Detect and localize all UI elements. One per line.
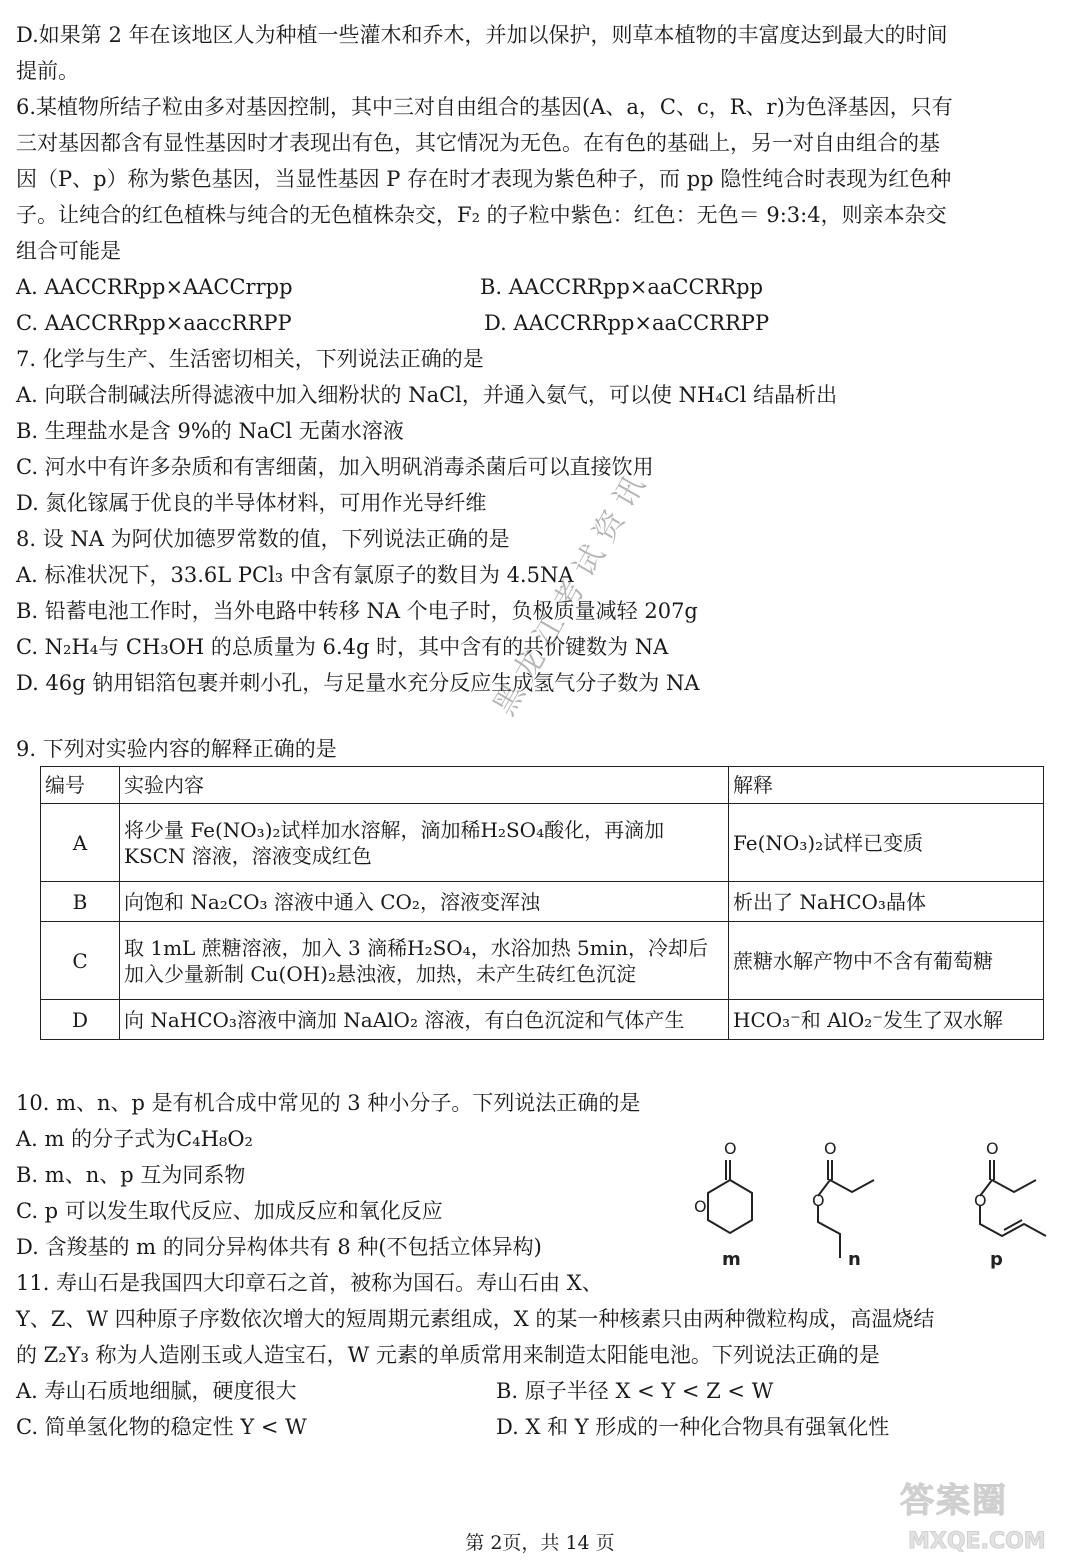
q7-stem: 7. 化学与生产、生活密切相关，下列说法正确的是 (16, 347, 484, 371)
q9-stem: 9. 下列对实验内容的解释正确的是 (16, 737, 337, 761)
q8-option-b: B. 铅蓄电池工作时，当外电路中转移 NA 个电子时，负极质量减轻 207g (16, 599, 698, 623)
header-explain: 解释 (729, 767, 1044, 804)
q8-option-a: A. 标准状况下，33.6L PCl₃ 中含有氯原子的数目为 4.5NA (16, 563, 574, 587)
q6-stem-line2: 三对基因都含有显性基因时才表现出有色，其它情况为无色。在有色的基础上，另一对自由组合的基 (16, 131, 940, 155)
svg-text:答案圈: 答案圈 (900, 1481, 1008, 1521)
atom-o-p-carbonyl: O (986, 1140, 999, 1158)
q11-option-d: D. X 和 Y 形成的一种化合物具有强氧化性 (496, 1415, 890, 1439)
q6-option-b: B. AACCRRpp×aaCCRRpp (480, 275, 764, 299)
molecule-structures (680, 1140, 1060, 1280)
header-id: 编号 (41, 767, 120, 804)
q7-option-b: B. 生理盐水是含 9%的 NaCl 无菌水溶液 (16, 419, 404, 443)
q8-stem: 8. 设 NA 为阿伏加德罗常数的值，下列说法正确的是 (16, 527, 510, 551)
atom-o-p-ester: O (974, 1191, 987, 1210)
row-id: D (41, 1000, 120, 1040)
atom-o-m-ring: O (694, 1197, 707, 1216)
row-id: B (41, 882, 120, 922)
q10-option-d: D. 含羧基的 m 的同分异构体共有 8 种(不包括立体异构) (16, 1235, 542, 1259)
q11-stem-line2: Y、Z、W 四种原子序数依次增大的短周期元素组成，X 的某一种核素只由两种微粒构成，高温烧结 (16, 1307, 935, 1331)
q6-stem-line4: 子。让纯合的红色植株与纯合的无色植株杂交，F₂ 的子粒中紫色：红色：无色＝ 9:3:4，则亲本杂交 (16, 203, 947, 227)
watermark-logo (890, 1470, 1070, 1560)
q10-option-a: A. m 的分子式为C₄H₈O₂ (16, 1127, 253, 1151)
atom-o-m-carbonyl: O (724, 1140, 737, 1158)
table-row (41, 804, 1044, 882)
q10-option-b: B. m、n、p 互为同系物 (16, 1163, 246, 1187)
row-content: 向 NaHCO₃溶液中滴加 NaAlO₂ 溶液，有白色沉淀和气体产生 (120, 1000, 729, 1040)
q11-option-b: B. 原子半径 X < Y < Z < W (496, 1379, 774, 1403)
watermark: 黑龙江考试资讯 (486, 461, 658, 722)
q9-table (40, 766, 1044, 1040)
molecule-p-label: p (990, 1249, 1003, 1270)
q11-stem-line3: 的 Z₂Y₃ 称为人造刚玉或人造宝石，W 元素的单质常用来制造太阳能电池。下列说法正确的是 (16, 1343, 880, 1367)
row-explain: HCO₃⁻和 AlO₂⁻发生了双水解 (729, 1000, 1044, 1040)
q6-stem-line5: 组合可能是 (16, 239, 121, 263)
header-content: 实验内容 (120, 767, 729, 804)
row-explain: 蔗糖水解产物中不含有葡萄糖 (729, 922, 1044, 1000)
row-explain: 析出了 NaHCO₃晶体 (729, 882, 1044, 922)
row-explain: Fe(NO₃)₂试样已变质 (729, 804, 1044, 882)
q8-option-c: C. N₂H₄与 CH₃OH 的总质量为 6.4g 时，其中含有的共价键数为 NA (16, 635, 669, 659)
row-id: A (41, 804, 120, 882)
q11-stem-line1: 11. 寿山石是我国四大印章石之首，被称为国石。寿山石由 X、 (16, 1271, 603, 1295)
q6-option-c: C. AACCRRpp×aaccRRPP (16, 311, 292, 335)
q10-option-c: C. p 可以发生取代反应、加成反应和氧化反应 (16, 1199, 443, 1223)
row-content: 取 1mL 蔗糖溶液，加入 3 滴稀H₂SO₄，水浴加热 5min，冷却后加入少量新制 Cu(OH)₂悬浊液，加热，未产生砖红色沉淀 (120, 922, 729, 1000)
molecule-n-chain (818, 1180, 874, 1196)
q11-option-a: A. 寿山石质地细腻，硬度很大 (16, 1379, 297, 1403)
table-row (41, 1000, 1044, 1040)
q5-option-d-line1: D.如果第 2 年在该地区人为种植一些灌木和乔木，并加以保护，则草本植物的丰富度达到最大的时间 (16, 23, 948, 47)
q5-option-d-line2: 提前。 (16, 59, 79, 83)
row-id: C (41, 922, 120, 1000)
q7-option-a: A. 向联合制碱法所得滤液中加入细粉状的 NaCl，并通入氨气，可以使 NH₄Cl 结晶析出 (16, 383, 838, 407)
row-content: 向饱和 Na₂CO₃ 溶液中通入 CO₂，溶液变浑浊 (120, 882, 729, 922)
svg-text:MXQE.COM: MXQE.COM (908, 1529, 1046, 1554)
molecule-m-label: m (722, 1249, 741, 1270)
table-header-row (41, 767, 1044, 804)
q7-option-c: C. 河水中有许多杂质和有害细菌，加入明矾消毒杀菌后可以直接饮用 (16, 455, 654, 479)
table-row (41, 922, 1044, 1000)
row-content: 将少量 Fe(NO₃)₂试样加水溶解，滴加稀H₂SO₄酸化，再滴加KSCN 溶液，溶液变成红色 (120, 804, 729, 882)
table-row (41, 882, 1044, 922)
q6-option-a: A. AACCRRpp×AACCrrpp (16, 275, 293, 299)
page-footer: 第 2页，共 14 页 (465, 1532, 615, 1554)
q6-option-d: D. AACCRRpp×aaCCRRPP (484, 311, 770, 335)
q6-stem-line1: 6.某植物所结子粒由多对基因控制，其中三对自由组合的基因(A、a，C、c，R、r)为色泽基因，只有 (16, 95, 953, 119)
q10-stem: 10. m、n、p 是有机合成中常见的 3 种小分子。下列说法正确的是 (16, 1091, 641, 1115)
molecule-n-label: n (848, 1249, 861, 1270)
q11-option-c: C. 简单氢化物的稳定性 Y < W (16, 1415, 307, 1439)
q7-option-d: D. 氮化镓属于优良的半导体材料，可用作光导纤维 (16, 491, 487, 515)
q8-option-d: D. 46g 钠用铝箔包裹并刺小孔，与足量水充分反应生成氢气分子数为 NA (16, 671, 700, 695)
molecule-m-ring (708, 1180, 752, 1233)
q6-stem-line3: 因（P、p）称为紫色基因，当显性基因 P 存在时才表现为紫色种子，而 pp 隐性纯合时表现为红色种 (16, 167, 952, 191)
atom-o-n-carbonyl: O (824, 1140, 837, 1158)
molecule-p-chain (980, 1180, 1036, 1196)
atom-o-n-ester: O (812, 1191, 825, 1210)
